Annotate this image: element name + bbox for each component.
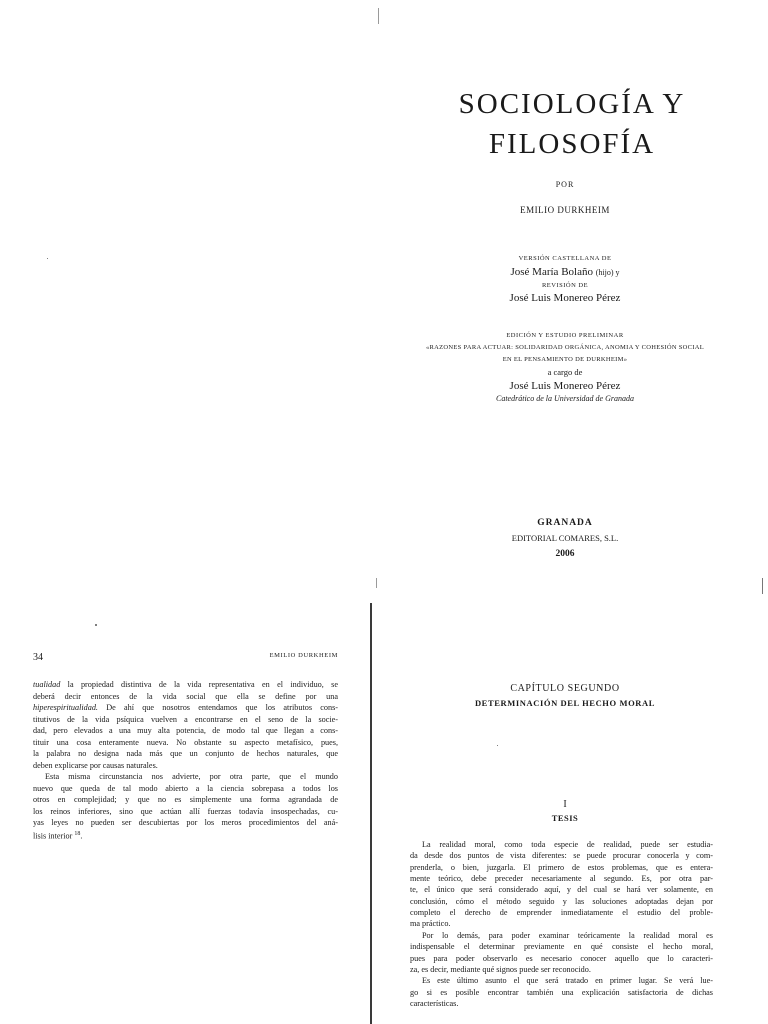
text-line: ma práctico.	[410, 919, 451, 929]
text-line: características.	[410, 998, 459, 1008]
text-line: indispensable el determinar previamente en qué consiste el hecho moral,	[410, 942, 713, 952]
in-charge-label: a cargo de	[547, 367, 583, 377]
translator	[440, 266, 690, 278]
scan-speck	[95, 624, 97, 626]
text-line: da desde dos puntos de vista diferentes: se puede procurar conocerla y com-	[410, 851, 713, 861]
by-label: POR	[555, 180, 575, 189]
scan-mark	[762, 578, 763, 594]
text-line: go si es posible encontrar también una explicación satisfactoria de dichas	[410, 987, 713, 997]
text-line: titutivos de la vida psíquica vuelven a encontrarse en el seno de la socie-	[33, 714, 338, 724]
translator-name: José María Bolaño	[510, 266, 593, 278]
scan-speck	[47, 258, 48, 259]
text-line: mente teórico, debe preceder necesariamente al segundo. Es, por otra par-	[410, 874, 713, 884]
study-title-line-1: «RAZONES PARA ACTUAR: SOLIDARIDAD ORGÁNICA, ANOMIA Y COHESIÓN SOCIAL	[425, 344, 705, 351]
text-line: za, es decir, mediante qué signos puede ser reconocido.	[410, 964, 591, 974]
text-line: conclusión, cómo el método seguido y las soluciones adoptadas dejan por	[410, 896, 713, 906]
edition-label: EDICIÓN Y ESTUDIO PRELIMINAR	[506, 332, 624, 339]
text-line: te, el único que será considerado aquí, y del cual se hará ver solamente, en	[410, 885, 713, 895]
text-line: tituir una cosa enteramente nueva. No obstante su aspecto metafísico, pues,	[33, 737, 338, 747]
text-line: los reinos inferiores, sino que actúan allí fuerzas todavía insospechadas, cu-	[33, 806, 338, 816]
text-line: completo el derecho de emprender inmediatamente el estudio del proble-	[410, 908, 713, 918]
page-spine	[370, 603, 372, 1024]
scan-mark	[376, 578, 377, 588]
text-line: Es este último asunto el que será tratado en primer lugar. Se verá lue-	[422, 976, 713, 986]
text-line: otros en complejidad; y que no es simplemente una forma agrandada de	[33, 795, 338, 804]
text-line: pues para poder observarlo es necesario conocer aquello que lo caracteri-	[410, 953, 713, 963]
text-line: nuevo que queda de tal modo abierto a la ciencia sobrepasa a todos los	[33, 783, 338, 793]
scan-speck	[497, 745, 498, 746]
text-line: Por lo demás, para poder examinar teóricamente la realidad moral es	[422, 930, 713, 940]
publisher-city: GRANADA	[537, 518, 593, 528]
chapter-title: DETERMINACIÓN DEL HECHO MORAL	[474, 698, 656, 708]
scan-mark	[378, 8, 379, 24]
book-title-line-2: FILOSOFÍA	[488, 128, 656, 160]
section-title: TESIS	[551, 813, 579, 823]
revision-label: REVISIÓN DE	[541, 282, 589, 289]
translator-suffix: (hijo) y	[595, 268, 620, 277]
text-line: prenderla, o bien, juzgarla. El primero de estos problemas, que es entera-	[410, 862, 713, 872]
text-line: deberá decir entonces de la vida social que ella se define por una	[33, 691, 338, 701]
emphasis-text: hiperespiritualidad.	[33, 703, 98, 712]
book-title-line-1: SOCIOLOGÍA Y	[458, 88, 686, 120]
chapter-label: CAPÍTULO SEGUNDO	[510, 683, 620, 694]
section-number: I	[563, 799, 567, 810]
reviser-name: José Luis Monereo Pérez	[509, 292, 621, 304]
text-line: la palabra no designa nada más que un conjunto de hechos naturales, que	[33, 749, 338, 758]
text-line: Esta misma circunstancia nos advierte, por otra parte, que el mundo	[45, 772, 338, 781]
text-line: yas leyes no pueden ser descubiertas por los meros procedimientos del aná-	[33, 818, 338, 827]
text-line: La realidad moral, como toda especie de realidad, puede ser estudia-	[422, 840, 713, 849]
text-line: tualidad la propiedad distintiva de la vida representativa en el individuo, se	[33, 680, 338, 689]
version-label: VERSIÓN CASTELLANA DE	[518, 255, 612, 262]
emphasis-text: tualidad	[33, 680, 61, 689]
author-name: EMILIO DURKHEIM	[520, 205, 610, 215]
editor-name: José Luis Monereo Pérez	[509, 380, 621, 392]
footnote-marker: 18	[74, 830, 81, 837]
study-title-line-2: EN EL PENSAMIENTO DE DURKHEIM»	[502, 356, 628, 363]
text-line: dad, pero elevados a una muy alta potencia, de modo tal que llegan a cons-	[33, 726, 338, 735]
editor-role: Catedrático de la Universidad de Granada	[496, 394, 634, 403]
publication-year: 2006	[555, 549, 575, 559]
running-head: EMILIO DURKHEIM	[269, 652, 338, 659]
text-line: deben explicarse por causas naturales.	[33, 760, 158, 770]
text-line: lisis interior $^{18}$.	[33, 830, 83, 841]
publisher-name: EDITORIAL COMARES, S.L.	[511, 533, 619, 543]
text-line: hiperespiritualidad. De ahí que nosotros entendamos que los atributos cons-	[33, 703, 338, 712]
page-number: 34	[33, 652, 43, 663]
